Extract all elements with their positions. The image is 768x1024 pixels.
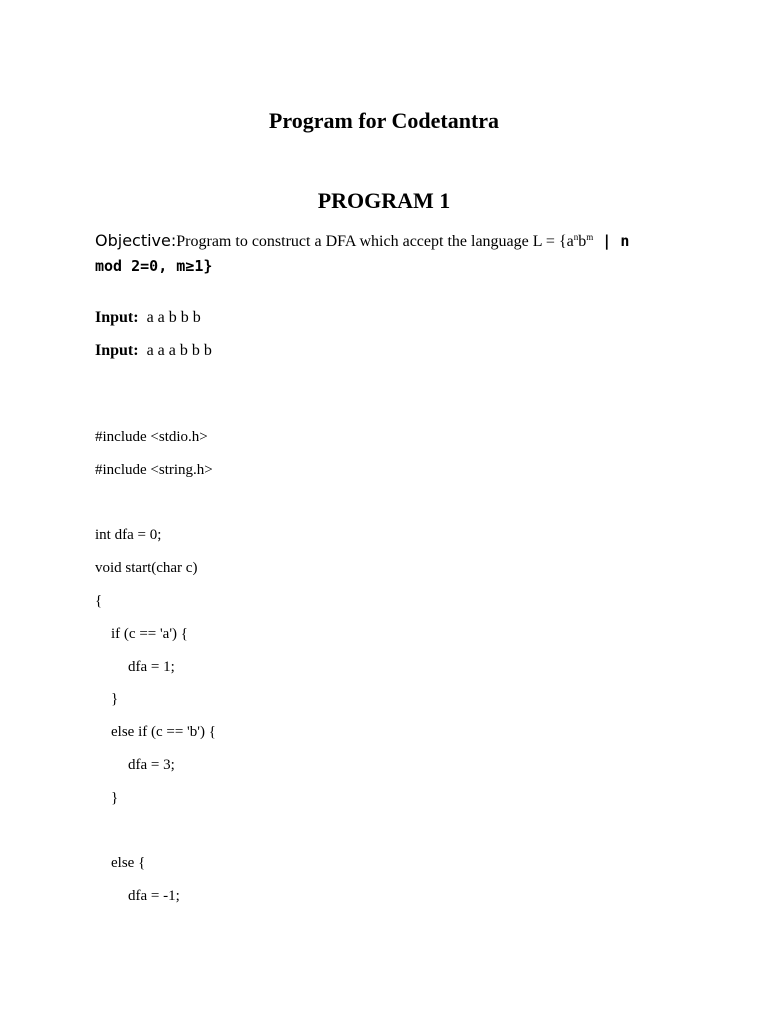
input-value: a a a b b b	[146, 342, 212, 359]
code-line: }	[111, 790, 119, 806]
code-line: dfa = 1;	[128, 659, 175, 675]
program-heading: PROGRAM 1	[317, 188, 451, 213]
input-label: Input:	[95, 309, 139, 326]
code-line: dfa = -1;	[128, 888, 180, 904]
objective-paragraph	[95, 229, 685, 279]
input-value: a a b b b	[146, 309, 201, 326]
objective-label: Objective:	[95, 231, 177, 250]
code-line: {	[95, 593, 103, 609]
code-line: #include <stdio.h>	[95, 429, 208, 445]
page-title: Program for Codetantra	[268, 108, 500, 133]
objective-condition-2: mod 2=0, m≥1}	[95, 257, 213, 275]
objective-b: b	[578, 233, 587, 250]
code-line: void start(char c)	[95, 560, 198, 576]
objective-condition-1: | n	[593, 232, 630, 250]
code-line: int dfa = 0;	[95, 527, 162, 543]
input-line	[95, 309, 201, 327]
objective-sup-n: n	[573, 232, 579, 242]
objective-sup-m: m	[586, 232, 594, 242]
code-line: #include <string.h>	[95, 462, 213, 478]
objective-text: Program to construct a DFA which accept the language L = {a	[176, 233, 574, 250]
code-line: }	[111, 691, 119, 707]
input-line	[95, 342, 212, 360]
code-line: else if (c == 'b') {	[111, 724, 216, 740]
code-line: if (c == 'a') {	[111, 626, 188, 642]
input-label: Input:	[95, 342, 139, 359]
code-line: else {	[111, 855, 146, 871]
code-line: dfa = 3;	[128, 757, 175, 773]
